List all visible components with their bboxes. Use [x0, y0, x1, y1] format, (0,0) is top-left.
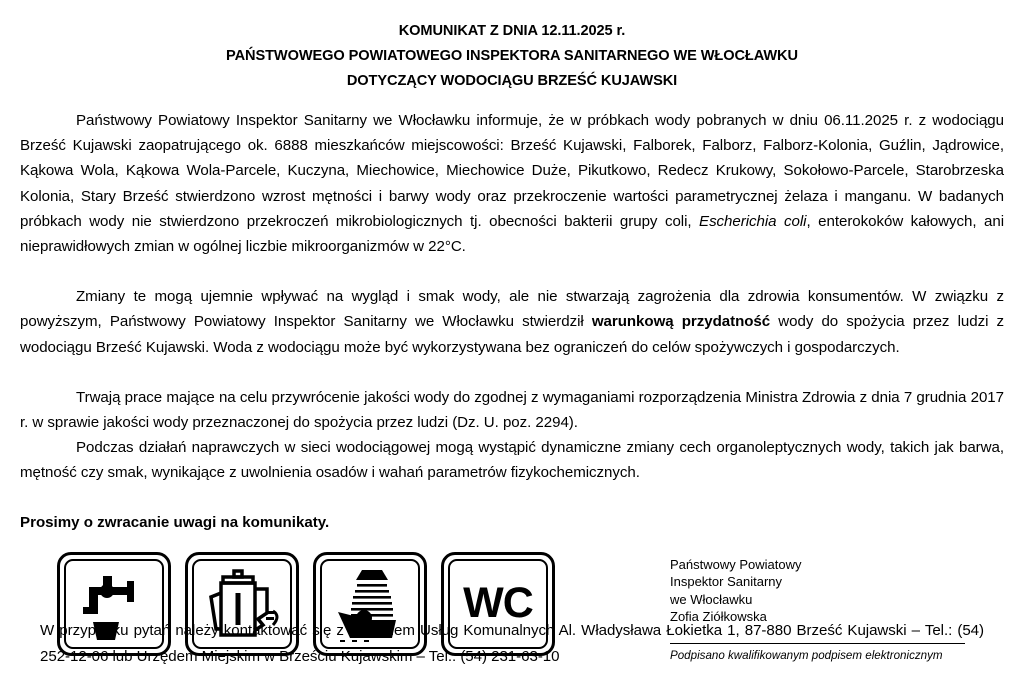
paragraph-sampling-results	[20, 108, 1004, 259]
header-line-1: KOMUNIKAT Z DNIA 12.11.2025 r.	[398, 23, 626, 39]
signature-line-1: Państwowy Powiatowy	[670, 556, 802, 572]
header-line-3: DOTYCZĄCY WODOCIĄGU BRZEŚĆ KUJAWSKI	[346, 73, 678, 89]
electronic-signature-note: Podpisano kwalifikowanym podpisem elektronicznym	[670, 648, 943, 662]
paragraph-1-text-b: , enterokoków kałowych, ani nieprawidłowych zmian w ogólnej liczbie mikroorganizmów w 22°C.	[20, 212, 1004, 256]
paragraph-2-text-b: wody do spożycia przez ludzi z wodociągu Brześć Kujawski. Woda z wodociągu może być wykorzystywana bez ograniczeń do celów spożywczych i gospodarczych.	[20, 313, 1005, 356]
footer-contact	[20, 618, 1004, 669]
paragraph-conditional-suitability	[20, 284, 1004, 360]
paragraph-1-text-a: Państwowy Powiatowy Inspektor Sanitarny we Włocławku informuje, że w próbkach wody pobranych w dniu 06.11.2025 r. z wodociągu Brześć Kujawski zaopatrującego ok. 6888 mieszkańców miejscowości: Brześć Kujawski, Falborek, Falborz, Falborz-Kolonia, Guźlin, Jądrowice, Kąkowa Wola, Kąkowa Wola-Parcele, Kuczyna, Miechowice, Miechowice Duże, Pikutkowo, Redecz Krukowy, Sokołowo-Parcele, Starobrzeska Kolonia, Stary Brześć stwierdzono wzrost mętności i barwy wody oraz przekroczenie wartości parametrycznej żelaza i manganu. W badanych próbkach wody nie stwierdzono przekroczeń mikrobiologicznych tj. obecności bakterii grupy coli,	[20, 112, 1004, 230]
conditional-suitability-emphasis: warunkową przydatność	[591, 313, 771, 331]
footer-contact-text: W przypadku pytań należy kontaktować się z Zakładem Usług Komunalnych Al. Władysława Łokietka 1, 87-880 Brześć Kujawski – Tel.: (54) 252-12-06 lub Urzędem Miejskim w Brześciu Kujawskim – Tel.: (54) 231-63-10	[40, 622, 984, 665]
signature-line-2: Inspektor Sanitarny	[670, 574, 783, 590]
signature-name: Zofia Ziółkowska	[670, 609, 767, 625]
paragraph-organoleptic-changes: Podczas działań naprawczych w sieci wodociągowej mogą wystąpić dynamiczne zmiany cech organoleptycznych wody, takich jak barwa, mętność czy smak, wynikające z uwolnienia osadów i wahań parametrów fizykochemicznych.	[20, 439, 1004, 482]
species-name-escherichia-coli: Escherichia coli	[699, 212, 807, 230]
document-header	[0, 0, 1024, 94]
header-line-2: PAŃSTWOWEGO POWIATOWEGO INSPEKTORA SANITARNEGO WE WŁOCŁAWKU	[226, 48, 798, 64]
paragraph-remediation-works: Trwają prace mające na celu przywrócenie jakości wody do zgodnej z wymaganiami rozporządzenia Ministra Zdrowia z dnia 7 grudnia 2017 r. w sprawie jakości wody przeznaczonej do spożycia przez ludzi (Dz. U. poz. 2294).	[20, 388, 1004, 432]
wc-label: WC	[463, 579, 533, 628]
notice-watch-announcements: Prosimy o zwracanie uwagi na komunikaty.	[20, 513, 330, 531]
document-body	[20, 108, 1004, 486]
paragraph-2-text-a: Zmiany te mogą ujemnie wpływać na wygląd i smak wody, ale nie stwarzają zagrożenia dla zdrowia konsumentów. W związku z powyższym, Państwowy Powiatowy Inspektor Sanitarny we Włocławku stwierdził	[20, 288, 1004, 331]
signature-line-3: we Włocławku	[670, 591, 753, 607]
